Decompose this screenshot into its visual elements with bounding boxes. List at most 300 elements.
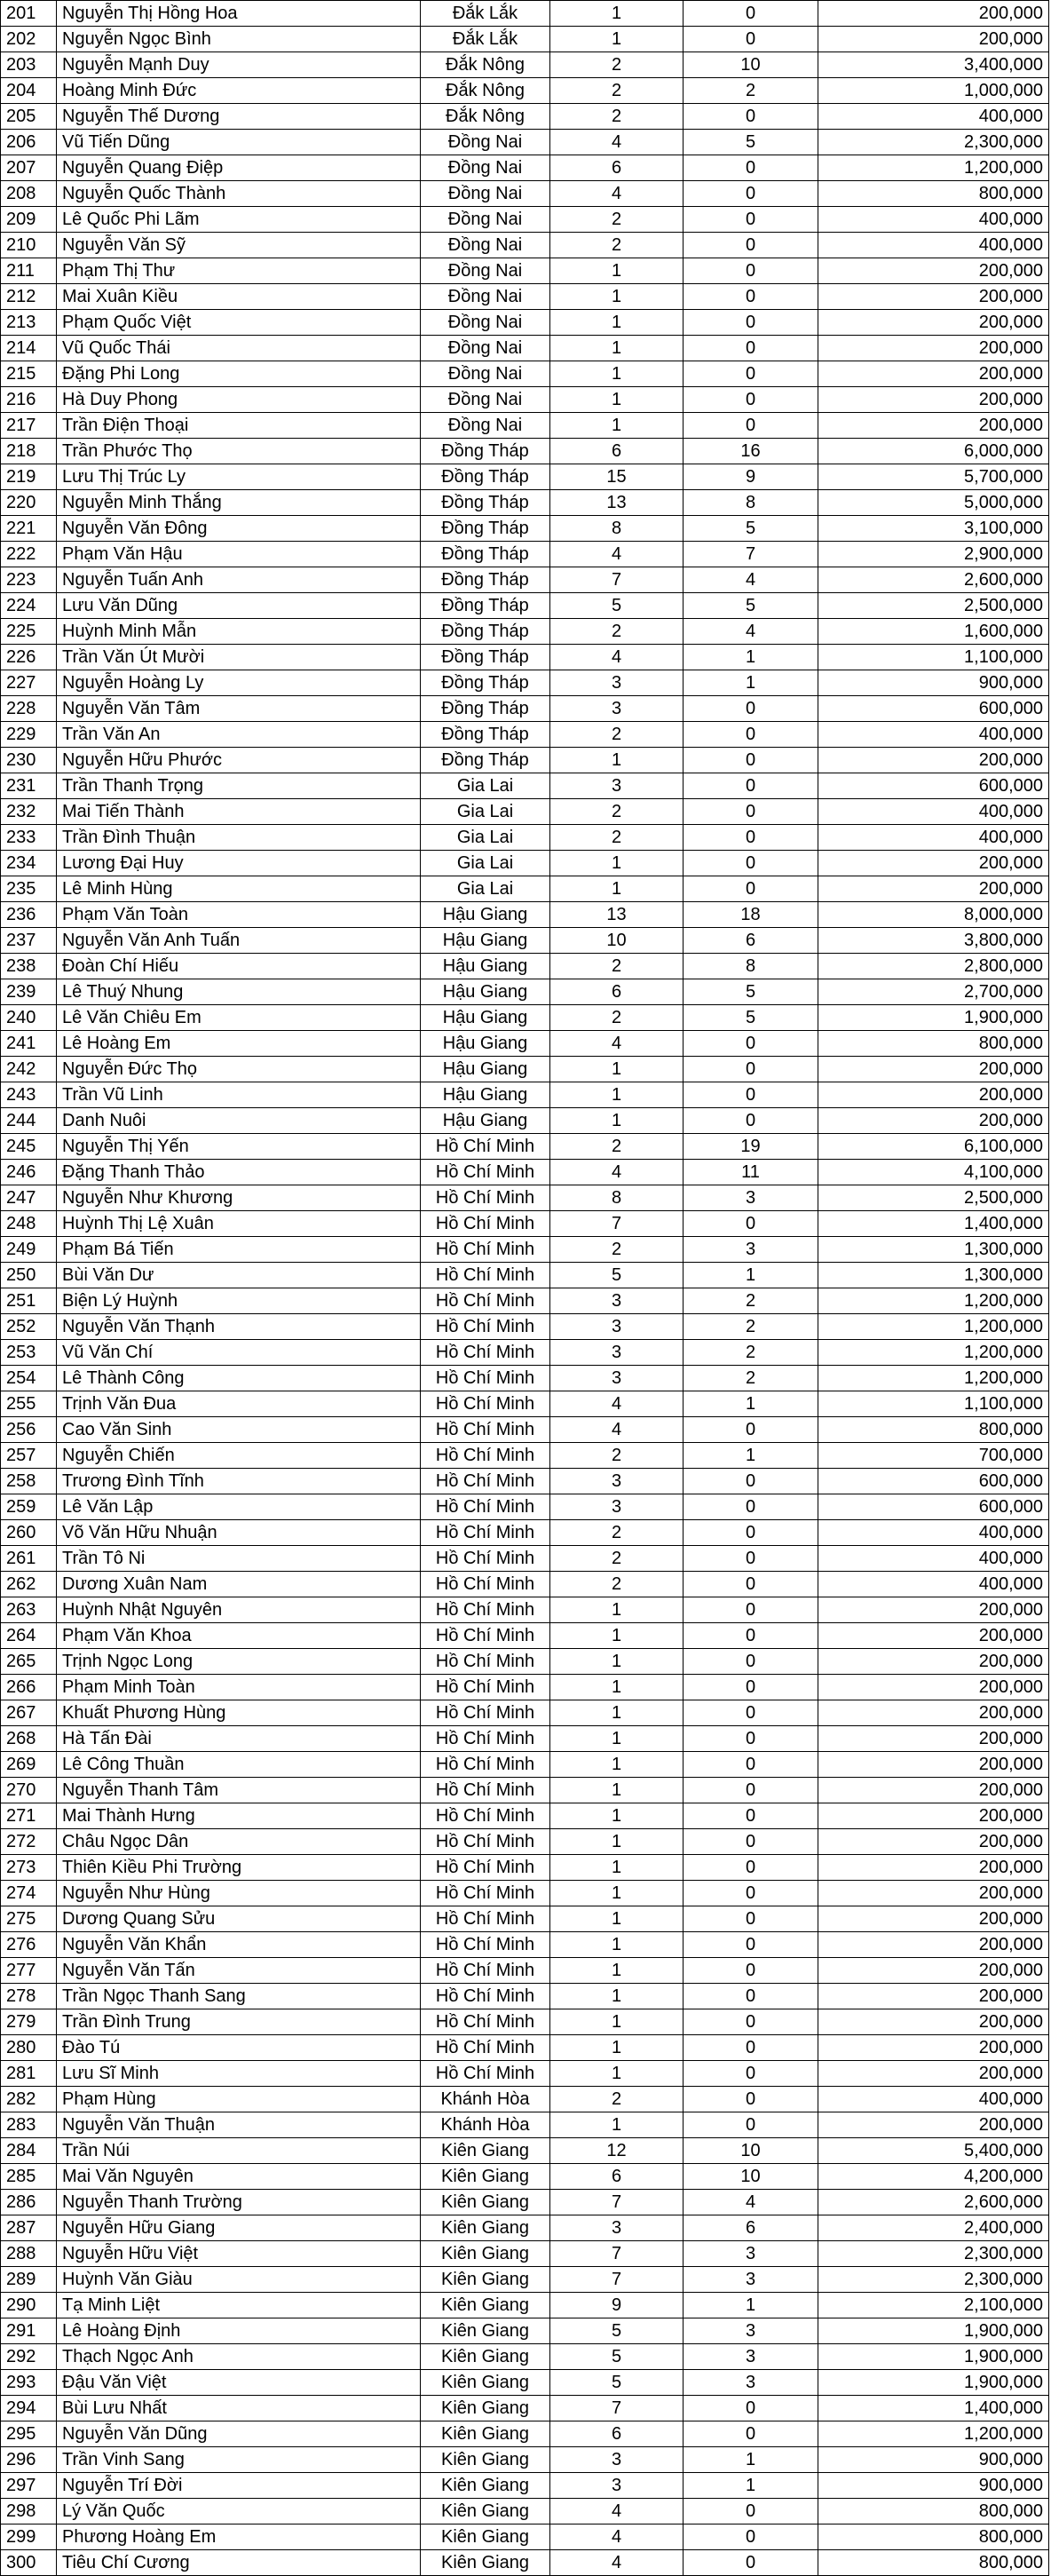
count-b: 0 xyxy=(684,1031,818,1057)
count-a: 1 xyxy=(550,1623,684,1649)
count-b: 11 xyxy=(684,1160,818,1185)
amount: 200,000 xyxy=(818,1082,1049,1108)
table-row xyxy=(1,1108,1049,1134)
amount: 800,000 xyxy=(818,181,1049,207)
amount: 200,000 xyxy=(818,1726,1049,1752)
row-number: 204 xyxy=(1,78,57,104)
amount: 1,900,000 xyxy=(818,2370,1049,2396)
province: Đồng Nai xyxy=(421,284,550,310)
table-row xyxy=(1,1597,1049,1623)
table-row xyxy=(1,1855,1049,1881)
count-a: 6 xyxy=(550,155,684,181)
count-a: 4 xyxy=(550,1417,684,1443)
province: Đồng Nai xyxy=(421,387,550,413)
amount: 200,000 xyxy=(818,413,1049,439)
table-row xyxy=(1,2215,1049,2241)
amount: 900,000 xyxy=(818,670,1049,696)
person-name: Lê Hoàng Định xyxy=(57,2318,421,2344)
table-row xyxy=(1,1546,1049,1572)
person-name: Trần Văn Út Mười xyxy=(57,645,421,670)
count-b: 0 xyxy=(684,1778,818,1803)
count-a: 7 xyxy=(550,2190,684,2215)
person-name: Hà Duy Phong xyxy=(57,387,421,413)
table-row xyxy=(1,1160,1049,1185)
table-row xyxy=(1,670,1049,696)
row-number: 242 xyxy=(1,1057,57,1082)
amount: 200,000 xyxy=(818,1675,1049,1700)
count-b: 0 xyxy=(684,1932,818,1958)
count-a: 1 xyxy=(550,258,684,284)
province: Kiên Giang xyxy=(421,2138,550,2164)
table-row xyxy=(1,2344,1049,2370)
province: Hồ Chí Minh xyxy=(421,2035,550,2061)
person-name: Dương Quang Sửu xyxy=(57,1906,421,1932)
person-name: Trần Tô Ni xyxy=(57,1546,421,1572)
row-number: 252 xyxy=(1,1314,57,1340)
person-name: Trần Phước Thọ xyxy=(57,439,421,464)
count-b: 0 xyxy=(684,1597,818,1623)
amount: 400,000 xyxy=(818,825,1049,851)
count-a: 1 xyxy=(550,361,684,387)
count-a: 4 xyxy=(550,1391,684,1417)
province: Gia Lai xyxy=(421,825,550,851)
count-b: 0 xyxy=(684,1803,818,1829)
row-number: 291 xyxy=(1,2318,57,2344)
province: Hồ Chí Minh xyxy=(421,1237,550,1263)
person-name: Nguyễn Quang Điệp xyxy=(57,155,421,181)
province: Hồ Chí Minh xyxy=(421,1185,550,1211)
count-a: 7 xyxy=(550,2241,684,2267)
row-number: 241 xyxy=(1,1031,57,1057)
table-row xyxy=(1,2293,1049,2318)
table-row xyxy=(1,1520,1049,1546)
amount: 1,200,000 xyxy=(818,1340,1049,1366)
count-b: 4 xyxy=(684,619,818,645)
amount: 1,200,000 xyxy=(818,1288,1049,1314)
person-name: Mai Tiến Thành xyxy=(57,799,421,825)
row-number: 229 xyxy=(1,722,57,748)
table-row xyxy=(1,1057,1049,1082)
amount: 400,000 xyxy=(818,1520,1049,1546)
table-row xyxy=(1,1237,1049,1263)
person-name: Phương Hoàng Em xyxy=(57,2524,421,2550)
row-number: 210 xyxy=(1,233,57,258)
count-b: 0 xyxy=(684,1546,818,1572)
count-b: 0 xyxy=(684,1649,818,1675)
row-number: 263 xyxy=(1,1597,57,1623)
table-row xyxy=(1,1,1049,27)
row-number: 247 xyxy=(1,1185,57,1211)
table-row xyxy=(1,567,1049,593)
province: Đồng Nai xyxy=(421,207,550,233)
count-a: 1 xyxy=(550,1855,684,1881)
count-b: 0 xyxy=(684,233,818,258)
count-b: 0 xyxy=(684,181,818,207)
amount: 800,000 xyxy=(818,2499,1049,2524)
count-b: 2 xyxy=(684,1288,818,1314)
amount: 200,000 xyxy=(818,1,1049,27)
province: Hồ Chí Minh xyxy=(421,1340,550,1366)
count-b: 0 xyxy=(684,2396,818,2421)
amount: 5,400,000 xyxy=(818,2138,1049,2164)
person-name: Đoàn Chí Hiếu xyxy=(57,954,421,979)
count-a: 1 xyxy=(550,1057,684,1082)
count-a: 1 xyxy=(550,2112,684,2138)
person-name: Nguyễn Văn Đông xyxy=(57,516,421,542)
table-row xyxy=(1,2473,1049,2499)
row-number: 254 xyxy=(1,1366,57,1391)
table-row xyxy=(1,2318,1049,2344)
province: Đắk Nông xyxy=(421,52,550,78)
amount: 600,000 xyxy=(818,696,1049,722)
province: Hồ Chí Minh xyxy=(421,1752,550,1778)
row-number: 287 xyxy=(1,2215,57,2241)
province: Đồng Nai xyxy=(421,258,550,284)
province: Kiên Giang xyxy=(421,2344,550,2370)
province: Gia Lai xyxy=(421,851,550,876)
row-number: 232 xyxy=(1,799,57,825)
row-number: 245 xyxy=(1,1134,57,1160)
count-a: 1 xyxy=(550,748,684,773)
province: Hồ Chí Minh xyxy=(421,1803,550,1829)
table-row xyxy=(1,181,1049,207)
province: Đồng Nai xyxy=(421,310,550,336)
count-a: 1 xyxy=(550,2035,684,2061)
person-name: Trần Điện Thoại xyxy=(57,413,421,439)
table-row xyxy=(1,155,1049,181)
table-row xyxy=(1,1881,1049,1906)
count-a: 2 xyxy=(550,233,684,258)
count-b: 0 xyxy=(684,799,818,825)
row-number: 275 xyxy=(1,1906,57,1932)
row-number: 255 xyxy=(1,1391,57,1417)
count-a: 2 xyxy=(550,2087,684,2112)
amount: 200,000 xyxy=(818,336,1049,361)
province: Kiên Giang xyxy=(421,2215,550,2241)
person-name: Nguyễn Chiến xyxy=(57,1443,421,1469)
province: Kiên Giang xyxy=(421,2473,550,2499)
table-row xyxy=(1,439,1049,464)
table-row xyxy=(1,336,1049,361)
row-number: 278 xyxy=(1,1984,57,2009)
row-number: 202 xyxy=(1,27,57,52)
province: Hồ Chí Minh xyxy=(421,1494,550,1520)
amount: 1,900,000 xyxy=(818,2318,1049,2344)
table-row xyxy=(1,2499,1049,2524)
row-number: 217 xyxy=(1,413,57,439)
table-row xyxy=(1,1366,1049,1391)
row-number: 243 xyxy=(1,1082,57,1108)
count-b: 0 xyxy=(684,413,818,439)
province: Đồng Tháp xyxy=(421,542,550,567)
province: Đồng Nai xyxy=(421,361,550,387)
row-number: 216 xyxy=(1,387,57,413)
table-row xyxy=(1,928,1049,954)
count-b: 3 xyxy=(684,1185,818,1211)
amount: 200,000 xyxy=(818,1649,1049,1675)
amount: 2,600,000 xyxy=(818,2190,1049,2215)
table-row xyxy=(1,1572,1049,1597)
amount: 1,200,000 xyxy=(818,2421,1049,2447)
row-number: 267 xyxy=(1,1700,57,1726)
person-name: Nguyễn Đức Thọ xyxy=(57,1057,421,1082)
row-number: 218 xyxy=(1,439,57,464)
row-number: 268 xyxy=(1,1726,57,1752)
count-a: 2 xyxy=(550,207,684,233)
person-name: Nguyễn Tuấn Anh xyxy=(57,567,421,593)
row-number: 213 xyxy=(1,310,57,336)
person-name: Thiên Kiều Phi Trường xyxy=(57,1855,421,1881)
province: Hồ Chí Minh xyxy=(421,1675,550,1700)
count-b: 0 xyxy=(684,258,818,284)
amount: 200,000 xyxy=(818,1752,1049,1778)
row-number: 240 xyxy=(1,1005,57,1031)
row-number: 300 xyxy=(1,2550,57,2576)
count-b: 0 xyxy=(684,2499,818,2524)
count-b: 0 xyxy=(684,2087,818,2112)
table-row xyxy=(1,516,1049,542)
count-b: 0 xyxy=(684,748,818,773)
amount: 800,000 xyxy=(818,2524,1049,2550)
row-number: 249 xyxy=(1,1237,57,1263)
count-b: 0 xyxy=(684,2550,818,2576)
table-row xyxy=(1,2061,1049,2087)
province: Hậu Giang xyxy=(421,1057,550,1082)
count-b: 0 xyxy=(684,696,818,722)
province: Đồng Tháp xyxy=(421,748,550,773)
person-name: Nguyễn Văn Anh Tuấn xyxy=(57,928,421,954)
province: Hậu Giang xyxy=(421,979,550,1005)
row-number: 282 xyxy=(1,2087,57,2112)
amount: 2,600,000 xyxy=(818,567,1049,593)
amount: 1,400,000 xyxy=(818,2396,1049,2421)
amount: 200,000 xyxy=(818,310,1049,336)
count-a: 2 xyxy=(550,1546,684,1572)
count-b: 0 xyxy=(684,1752,818,1778)
person-name: Nguyễn Văn Thạnh xyxy=(57,1314,421,1340)
table-row xyxy=(1,1984,1049,2009)
table-row xyxy=(1,310,1049,336)
count-a: 3 xyxy=(550,2447,684,2473)
table-row xyxy=(1,876,1049,902)
count-b: 3 xyxy=(684,1237,818,1263)
amount: 2,300,000 xyxy=(818,130,1049,155)
table-row xyxy=(1,130,1049,155)
table-row xyxy=(1,1649,1049,1675)
amount: 200,000 xyxy=(818,2112,1049,2138)
count-a: 4 xyxy=(550,2524,684,2550)
count-a: 3 xyxy=(550,1366,684,1391)
amount: 2,500,000 xyxy=(818,593,1049,619)
amount: 200,000 xyxy=(818,2061,1049,2087)
person-name: Vũ Văn Chí xyxy=(57,1340,421,1366)
table-row xyxy=(1,1726,1049,1752)
row-number: 293 xyxy=(1,2370,57,2396)
amount: 800,000 xyxy=(818,2550,1049,2576)
count-a: 2 xyxy=(550,1443,684,1469)
province: Đồng Nai xyxy=(421,155,550,181)
person-name: Đặng Phi Long xyxy=(57,361,421,387)
province: Hồ Chí Minh xyxy=(421,1211,550,1237)
count-b: 0 xyxy=(684,851,818,876)
count-b: 1 xyxy=(684,2447,818,2473)
count-a: 4 xyxy=(550,2550,684,2576)
province: Đồng Tháp xyxy=(421,567,550,593)
count-b: 0 xyxy=(684,2009,818,2035)
count-a: 3 xyxy=(550,2215,684,2241)
amount: 800,000 xyxy=(818,1417,1049,1443)
amount: 200,000 xyxy=(818,1057,1049,1082)
count-a: 2 xyxy=(550,78,684,104)
count-a: 13 xyxy=(550,490,684,516)
amount: 1,000,000 xyxy=(818,78,1049,104)
person-name: Mai Văn Nguyên xyxy=(57,2164,421,2190)
person-name: Nguyễn Hữu Phước xyxy=(57,748,421,773)
count-b: 1 xyxy=(684,670,818,696)
row-number: 284 xyxy=(1,2138,57,2164)
amount: 200,000 xyxy=(818,851,1049,876)
person-name: Lê Hoàng Em xyxy=(57,1031,421,1057)
province: Hậu Giang xyxy=(421,902,550,928)
person-name: Trần Đình Trung xyxy=(57,2009,421,2035)
count-b: 18 xyxy=(684,902,818,928)
province: Gia Lai xyxy=(421,876,550,902)
count-b: 0 xyxy=(684,336,818,361)
province: Hồ Chí Minh xyxy=(421,1572,550,1597)
province: Đắk Nông xyxy=(421,78,550,104)
person-name: Nguyễn Hoàng Ly xyxy=(57,670,421,696)
table-row xyxy=(1,1958,1049,1984)
table-row xyxy=(1,1623,1049,1649)
person-name: Nguyễn Như Hùng xyxy=(57,1881,421,1906)
count-a: 5 xyxy=(550,2344,684,2370)
province: Đồng Tháp xyxy=(421,464,550,490)
count-a: 1 xyxy=(550,1108,684,1134)
row-number: 299 xyxy=(1,2524,57,2550)
province: Đồng Tháp xyxy=(421,619,550,645)
count-b: 2 xyxy=(684,1366,818,1391)
amount: 700,000 xyxy=(818,1443,1049,1469)
table-row xyxy=(1,1752,1049,1778)
province: Hồ Chí Minh xyxy=(421,1366,550,1391)
count-a: 4 xyxy=(550,130,684,155)
count-a: 2 xyxy=(550,799,684,825)
count-a: 1 xyxy=(550,1082,684,1108)
person-name: Nguyễn Hữu Giang xyxy=(57,2215,421,2241)
count-a: 3 xyxy=(550,1288,684,1314)
row-number: 270 xyxy=(1,1778,57,1803)
count-b: 16 xyxy=(684,439,818,464)
count-a: 2 xyxy=(550,1237,684,1263)
amount: 200,000 xyxy=(818,27,1049,52)
province: Hậu Giang xyxy=(421,1108,550,1134)
amount: 3,400,000 xyxy=(818,52,1049,78)
count-b: 3 xyxy=(684,2241,818,2267)
row-number: 298 xyxy=(1,2499,57,2524)
person-name: Nguyễn Thanh Tâm xyxy=(57,1778,421,1803)
person-name: Trần Vũ Linh xyxy=(57,1082,421,1108)
person-name: Mai Thành Hưng xyxy=(57,1803,421,1829)
count-b: 0 xyxy=(684,1082,818,1108)
person-name: Trương Đình Tĩnh xyxy=(57,1469,421,1494)
row-number: 211 xyxy=(1,258,57,284)
province: Hồ Chí Minh xyxy=(421,1649,550,1675)
count-a: 10 xyxy=(550,928,684,954)
row-number: 292 xyxy=(1,2344,57,2370)
table-row xyxy=(1,1082,1049,1108)
province: Hồ Chí Minh xyxy=(421,1700,550,1726)
row-number: 288 xyxy=(1,2241,57,2267)
table-row xyxy=(1,2447,1049,2473)
count-b: 2 xyxy=(684,1314,818,1340)
table-row xyxy=(1,1314,1049,1340)
table-row xyxy=(1,1417,1049,1443)
person-name: Bùi Lưu Nhất xyxy=(57,2396,421,2421)
table-row xyxy=(1,542,1049,567)
row-number: 203 xyxy=(1,52,57,78)
count-b: 0 xyxy=(684,2035,818,2061)
count-a: 1 xyxy=(550,1752,684,1778)
amount: 200,000 xyxy=(818,1803,1049,1829)
amount: 600,000 xyxy=(818,1494,1049,1520)
amount: 1,100,000 xyxy=(818,645,1049,670)
province: Kiên Giang xyxy=(421,2550,550,2576)
person-name: Dương Xuân Nam xyxy=(57,1572,421,1597)
count-b: 4 xyxy=(684,567,818,593)
count-b: 8 xyxy=(684,490,818,516)
row-number: 277 xyxy=(1,1958,57,1984)
amount: 1,200,000 xyxy=(818,1366,1049,1391)
table-row xyxy=(1,2009,1049,2035)
table-row xyxy=(1,619,1049,645)
count-a: 3 xyxy=(550,773,684,799)
person-name: Phạm Minh Toàn xyxy=(57,1675,421,1700)
person-name: Trần Núi xyxy=(57,2138,421,2164)
province: Hồ Chí Minh xyxy=(421,1958,550,1984)
table-row xyxy=(1,1675,1049,1700)
count-a: 3 xyxy=(550,670,684,696)
count-b: 5 xyxy=(684,130,818,155)
person-name: Lê Văn Chiêu Em xyxy=(57,1005,421,1031)
count-a: 6 xyxy=(550,979,684,1005)
amount: 3,100,000 xyxy=(818,516,1049,542)
person-name: Huỳnh Văn Giàu xyxy=(57,2267,421,2293)
province: Khánh Hòa xyxy=(421,2112,550,2138)
count-b: 0 xyxy=(684,1855,818,1881)
row-number: 224 xyxy=(1,593,57,619)
count-a: 2 xyxy=(550,619,684,645)
province: Hậu Giang xyxy=(421,1005,550,1031)
row-number: 227 xyxy=(1,670,57,696)
table-row xyxy=(1,825,1049,851)
table-row xyxy=(1,2370,1049,2396)
row-number: 206 xyxy=(1,130,57,155)
count-b: 0 xyxy=(684,1623,818,1649)
count-b: 0 xyxy=(684,361,818,387)
province: Hồ Chí Minh xyxy=(421,1546,550,1572)
amount: 1,400,000 xyxy=(818,1211,1049,1237)
row-number: 276 xyxy=(1,1932,57,1958)
row-number: 269 xyxy=(1,1752,57,1778)
amount: 200,000 xyxy=(818,1984,1049,2009)
person-name: Trần Văn An xyxy=(57,722,421,748)
table-row xyxy=(1,1932,1049,1958)
amount: 400,000 xyxy=(818,2087,1049,2112)
person-name: Đào Tú xyxy=(57,2035,421,2061)
count-a: 1 xyxy=(550,413,684,439)
province: Kiên Giang xyxy=(421,2370,550,2396)
province: Đồng Tháp xyxy=(421,593,550,619)
